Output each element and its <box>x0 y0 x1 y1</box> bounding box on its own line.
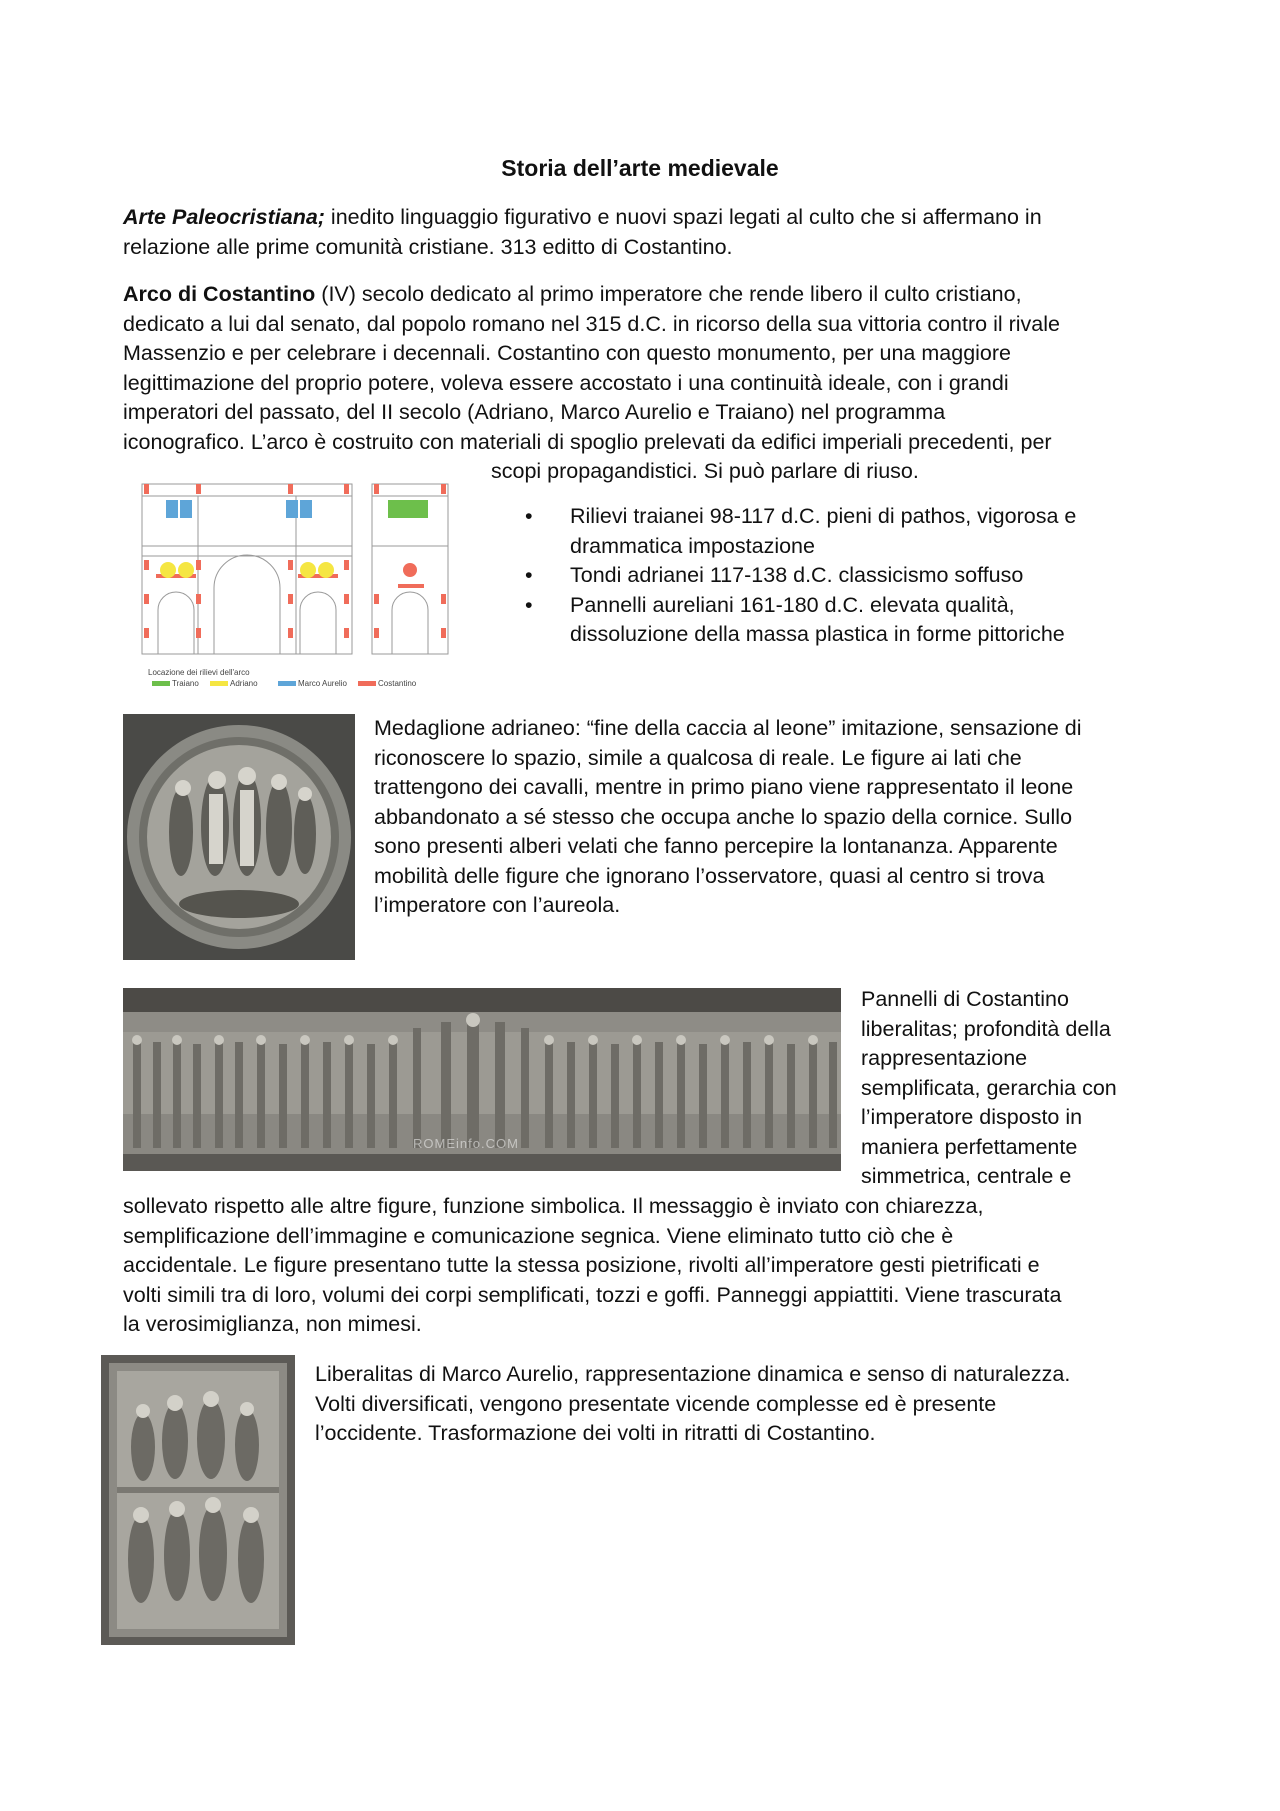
arco-line-2: dedicato a lui dal senato, dal popolo romano nel 315 d.C. in ricorso della sua vittoria contro il rivale <box>123 311 1060 336</box>
list-item <box>525 591 1175 650</box>
medallion-line: l’imperatore con l’aureola. <box>374 893 621 917</box>
medallion-line: riconoscere lo spazio, simile a qualcosa di reale. Le figure ai lati che <box>374 745 1022 770</box>
pannelli-line: maniera perfettamente <box>861 1134 1078 1159</box>
arco-lead: Arco di Costantino <box>123 282 316 306</box>
medallion-line: sono presenti alberi velati che fanno percepire la lontananza. Apparente <box>374 834 1058 858</box>
list-item-line: dissoluzione della massa plastica in forme pittoriche <box>570 622 1065 646</box>
frieze-image <box>123 988 841 1171</box>
diagram-legend-title: Locazione dei rilievi dell'arco <box>148 668 250 677</box>
liberalitas-line: l’occidente. Trasformazione dei volti in ritratti di Costantino. <box>315 1421 876 1445</box>
bullet-icon: • <box>525 563 533 587</box>
legend-traiano: Traiano <box>172 679 199 688</box>
reliefs-list <box>525 502 1175 650</box>
arch-diagram <box>136 478 466 691</box>
arco-line-6: iconografico. L’arco è costruito con materiali di spoglio prelevati da edifici imperiali precedenti, per <box>123 429 1052 454</box>
liberalitas-svg <box>101 1355 295 1645</box>
medallion-image <box>123 714 355 960</box>
arco-line-3: Massenzio e per celebrare i decennali. Costantino con questo monumento, per una maggiore <box>123 341 1011 365</box>
arco-paragraph <box>123 280 1183 487</box>
liberalitas-image <box>101 1355 295 1645</box>
list-item <box>525 502 1175 561</box>
arco-line-1 <box>123 280 1183 310</box>
liberalitas-line: Volti diversificati, vengono presentate vicende complesse ed è presente <box>315 1391 997 1416</box>
bullet-icon: • <box>525 592 533 617</box>
pannelli-line: Pannelli di Costantino <box>861 987 1069 1011</box>
liberalitas-line: Liberalitas di Marco Aurelio, rappresentazione dinamica e senso di naturalezza. <box>315 1362 1071 1386</box>
bullet-icon: • <box>525 504 533 528</box>
medallion-line: trattengono dei cavalli, mentre in primo piano viene rappresentato il leone <box>374 775 1074 799</box>
medallion-line: abbandonato a sé stesso che occupa anche lo spazio della cornice. Sullo <box>374 804 1073 829</box>
list-item-line: Rilievi traianei 98-117 d.C. pieni di pathos, vigorosa e <box>570 504 1077 528</box>
pannelli-line: sollevato rispetto alle altre figure, funzione simbolica. Il messaggio è inviato con chiarezza, <box>123 1194 984 1218</box>
arco-line-4: legittimazione del proprio potere, voleva essere accostato i una continuità ideale, con i grandi <box>123 370 1009 395</box>
list-item-line: drammatica impostazione <box>570 533 815 558</box>
liberalitas-paragraph <box>315 1360 1195 1449</box>
intro-paragraph <box>123 203 1183 262</box>
page-title: Storia dell’arte medievale <box>501 155 779 181</box>
legend-costantino: Costantino <box>378 679 417 688</box>
legend-adriano: Adriano <box>230 679 258 688</box>
intro-line-2: relazione alle prime comunità cristiane. 313 editto di Costantino. <box>123 234 733 259</box>
pannelli-line: la verosimiglianza, non mimesi. <box>123 1312 422 1336</box>
pannelli-line: semplificazione dell’immagine e comunicazione segnica. Viene eliminato tutto ciò che è <box>123 1223 954 1248</box>
intro-text: inedito linguaggio figurativo e nuovi spazi legati al culto che si affermano in <box>324 205 1042 229</box>
medallion-svg <box>123 714 355 960</box>
pannelli-line: accidentale. Le figure presentano tutte la stessa posizione, rivolti all’imperatore gesti pietrificati e <box>123 1253 1040 1277</box>
medallion-line: Medaglione adrianeo: “fine della caccia al leone” imitazione, sensazione di <box>374 716 1082 740</box>
pannelli-line: volti simili tra di loro, volumi dei corpi semplificati, tozzi e goffi. Panneggi appiattiti. Viene trascurata <box>123 1282 1062 1307</box>
list-item <box>525 561 1175 591</box>
pannelli-side-paragraph <box>861 985 1191 1192</box>
arch-diagram-svg <box>136 478 466 691</box>
list-item-line: Tondi adrianei 117-138 d.C. classicismo soffuso <box>570 563 1024 587</box>
frieze-watermark: ROMEinfo.COM <box>413 1136 519 1151</box>
arco-line-1-text: (IV) secolo dedicato al primo imperatore che rende libero il culto cristiano, <box>315 282 1022 306</box>
pannelli-full-paragraph <box>123 1192 1203 1340</box>
pannelli-line: simmetrica, centrale e <box>861 1164 1072 1188</box>
intro-line-1 <box>123 203 1183 233</box>
arco-line-5: imperatori del passato, del II secolo (Adriano, Marco Aurelio e Traiano) nel programma <box>123 400 946 424</box>
pannelli-line: rappresentazione <box>861 1046 1028 1070</box>
pannelli-line: liberalitas; profondità della <box>861 1016 1111 1041</box>
arco-line-7: scopi propagandistici. Si può parlare di riuso. <box>491 459 919 483</box>
legend-marco-aurelio: Marco Aurelio <box>298 679 347 688</box>
medallion-paragraph <box>374 714 1184 921</box>
pannelli-line: l’imperatore disposto in <box>861 1105 1083 1129</box>
pannelli-line: semplificata, gerarchia con <box>861 1075 1117 1100</box>
medallion-line: mobilità delle figure che ignorano l’osservatore, quasi al centro si trova <box>374 863 1045 888</box>
intro-lead: Arte Paleocristiana; <box>123 205 325 229</box>
list-item-line: Pannelli aureliani 161-180 d.C. elevata qualità, <box>570 592 1015 617</box>
